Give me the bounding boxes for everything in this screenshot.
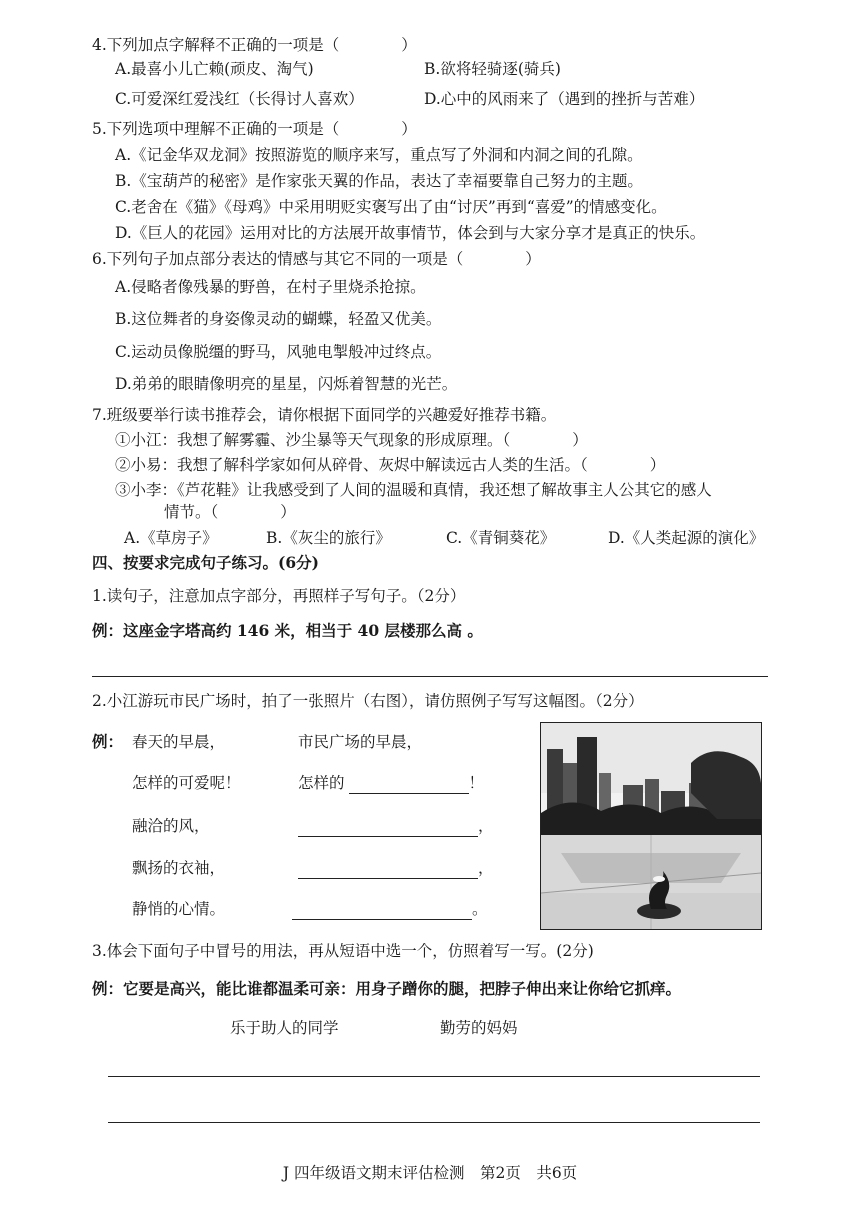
q4-option-b: B.欲将轻骑逐(骑兵) [424, 60, 561, 78]
q7-book-d: D.《人类起源的演化》 [608, 529, 765, 547]
answer-line-2 [298, 772, 484, 794]
q6-option-b: B.这位舞者的身姿像灵动的蝴蝶，轻盈又优美。 [115, 310, 442, 328]
phrase-option-2: 勤劳的妈妈 [440, 1019, 518, 1037]
answer-line-2-prefix: 怎样的 [298, 774, 345, 792]
q5-option-a: A.《记金华双龙洞》按照游览的顺序来写，重点写了外洞和内洞之间的孔隙。 [115, 146, 643, 164]
answer-line-4-end: ， [478, 859, 494, 877]
answer-line-4 [294, 857, 494, 879]
q4-option-a: A.最喜小儿亡赖(顽皮、淘气) [115, 60, 314, 78]
q6-option-c: C.运动员像脱缰的野马，风驰电掣般冲过终点。 [115, 343, 442, 361]
exercise-3-answer-line-1[interactable] [108, 1076, 760, 1077]
q6-option-a: A.侵略者像残暴的野兽，在村子里烧杀抢掠。 [115, 278, 426, 296]
example-line-3: 融洽的风， [132, 817, 210, 835]
example-line-2: 怎样的可爱呢！ [132, 774, 241, 792]
example-line-5: 静悄的心情。 [132, 900, 226, 918]
q7-student-3-line1: ③小李：《芦花鞋》让我感受到了人间的温暖和真情，我还想了解故事主人公其它的感人 [115, 481, 712, 499]
answer-line-5 [288, 898, 488, 920]
answer-blank-2[interactable] [349, 777, 469, 794]
exercise-2-example-label: 例： [92, 732, 124, 751]
answer-line-3-end: ， [478, 817, 494, 835]
exercise-1-example: 例：这座金字塔高约 146 米，相当于 40 层楼那么高 。 [92, 621, 483, 640]
exercise-1-stem: 1.读句子，注意加点字部分，再照样子写句子。（2分） [92, 587, 466, 605]
q5-option-b: B.《宝葫芦的秘密》是作家张天翼的作品，表达了幸福要靠自己努力的主题。 [115, 172, 643, 190]
q7-book-b: B.《灰尘的旅行》 [266, 529, 391, 547]
q7-stem: 7.班级要举行读书推荐会，请你根据下面同学的兴趣爱好推荐书籍。 [92, 406, 557, 424]
answer-blank-4[interactable] [298, 862, 478, 879]
answer-blank-3[interactable] [298, 820, 478, 837]
q5-option-d: D.《巨人的花园》运用对比的方法展开故事情节，体会到与大家分享才是真正的快乐。 [115, 224, 706, 242]
example-line-1: 春天的早晨， [132, 733, 226, 751]
q7-student-3-line2: 情节。（ ） [164, 503, 296, 521]
exercise-3-answer-line-2[interactable] [108, 1122, 760, 1123]
q5-option-c: C.老舍在《猫》《母鸡》中采用明贬实褒写出了由“讨厌”再到“喜爱”的情感变化。 [115, 198, 667, 216]
answer-line-1: 市民广场的早晨， [298, 733, 423, 751]
answer-line-5-end: 。 [472, 900, 488, 918]
city-square-photo [540, 722, 762, 930]
q6-stem: 6.下列句子加点部分表达的情感与其它不同的一项是（ ） [92, 250, 541, 268]
exercise-3-stem: 3.体会下面句子中冒号的用法，再从短语中选一个，仿照着写一写。(2分) [92, 942, 594, 960]
answer-line-3 [294, 815, 494, 837]
q5-stem: 5.下列选项中理解不正确的一项是（ ） [92, 120, 417, 138]
q6-option-d: D.弟弟的眼睛像明亮的星星，闪烁着智慧的光芒。 [115, 375, 458, 393]
q7-student-1: ①小江：我想了解雾霾、沙尘暴等天气现象的形成原理。（ ） [115, 431, 588, 449]
exercise-1-answer-line[interactable] [92, 676, 768, 677]
page-footer: J 四年级语文期末评估检测 第2页 共6页 [282, 1164, 578, 1182]
q4-stem: 4.下列加点字解释不正确的一项是（ ） [92, 36, 417, 54]
q4-option-d: D.心中的风雨来了（遇到的挫折与苦难） [424, 90, 705, 108]
q7-student-2: ②小易：我想了解科学家如何从碎骨、灰烬中解读远古人类的生活。（ ） [115, 456, 666, 474]
example-line-4: 飘扬的衣袖， [132, 859, 226, 877]
answer-line-2-end: ！ [468, 774, 485, 792]
answer-blank-5[interactable] [292, 903, 472, 920]
q7-book-c: C.《青铜葵花》 [446, 529, 556, 547]
exercise-2-stem: 2.小江游玩市民广场时，拍了一张照片（右图），请仿照例子写写这幅图。（2分） [92, 692, 644, 710]
q7-book-a: A.《草房子》 [124, 529, 218, 547]
section-heading: 四、按要求完成句子练习。(6分) [92, 553, 319, 572]
phrase-option-1: 乐于助人的同学 [230, 1019, 339, 1037]
q4-option-c: C.可爱深红爱浅红（长得讨人喜欢） [115, 90, 364, 108]
exercise-3-example: 例：它要是高兴，能比谁都温柔可亲：用身子蹭你的腿，把脖子伸出来让你给它抓痒。 [92, 979, 682, 998]
